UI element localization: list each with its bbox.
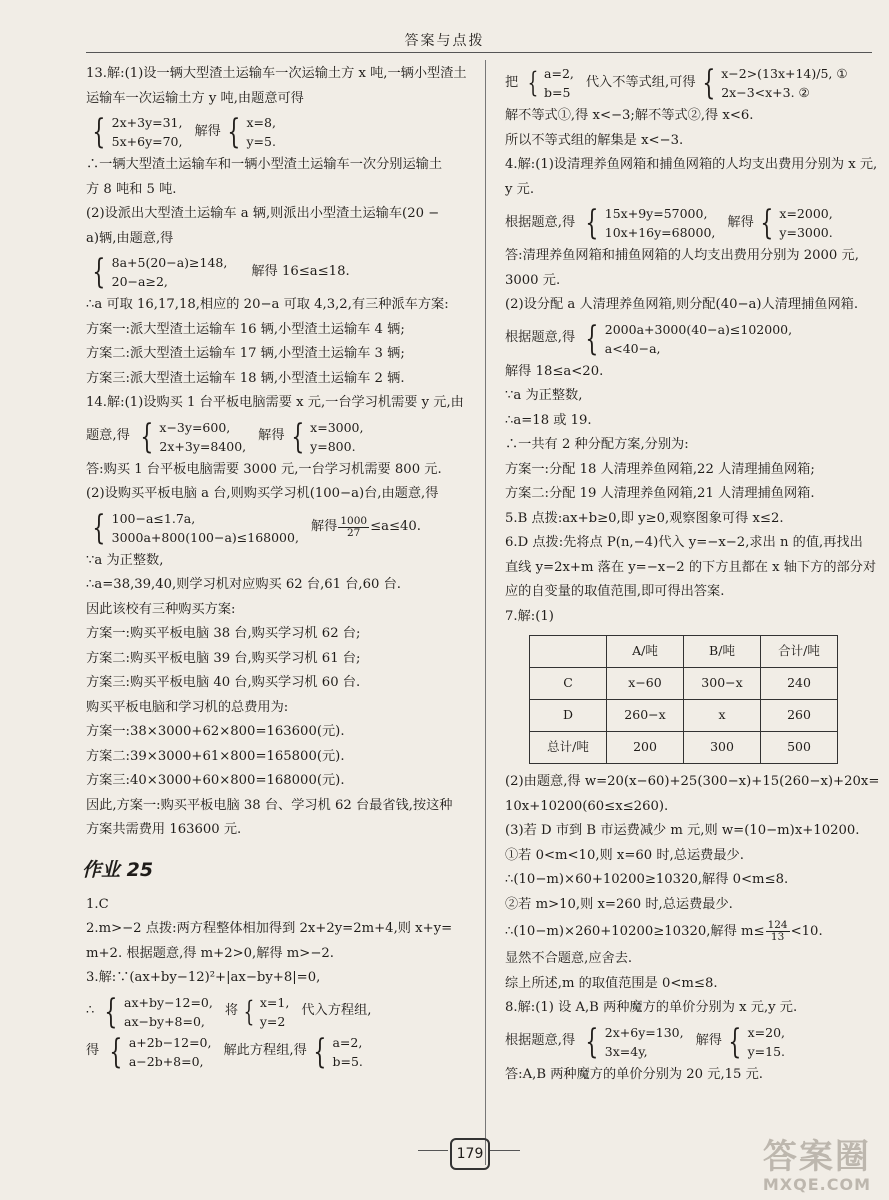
equation-system bbox=[86, 113, 478, 151]
table-cell: D bbox=[530, 700, 607, 732]
equation: y=2 bbox=[259, 1013, 286, 1029]
transport-table bbox=[529, 635, 838, 764]
answer-line: 应的自变量的取值范围,即可得出答案. bbox=[505, 584, 725, 599]
problem-14-line: 方案一:38×3000+62×800=163600(元). bbox=[86, 724, 345, 739]
equation: y=3000. bbox=[779, 225, 833, 240]
homework-section-title: 作业 25 bbox=[82, 858, 154, 881]
answer-line: 2.m>−2 点拨:两方程整体相加得到 2x+2y=2m+4,则 x+y= bbox=[86, 921, 453, 936]
system-prefix: 根据题意,得 bbox=[505, 1033, 576, 1049]
solve-text: 解此方程组,得 bbox=[223, 1043, 307, 1059]
table-header-cell bbox=[530, 636, 607, 668]
problem-4-line: 4.解:(1)设清理养鱼网箱和捕鱼网箱的人均支出费用分别为 x 元, bbox=[505, 157, 878, 172]
page-number: 179 bbox=[450, 1138, 490, 1170]
problem-14-line: 方案二:39×3000+61×800=165800(元). bbox=[86, 748, 345, 764]
site-watermark bbox=[763, 1138, 871, 1194]
problem-14-line: 因此,方案一:购买平板电脑 38 台、学习机 62 台最省钱,按这种 bbox=[86, 797, 453, 813]
table-row bbox=[530, 700, 838, 732]
equation-system bbox=[86, 1033, 478, 1071]
table-cell: 240 bbox=[761, 668, 838, 700]
problem-7-line: (3)若 D 市到 B 市运费减少 m 元,则 w=(10−m)x+10200. bbox=[505, 823, 860, 838]
equation: 2x+6y=130, bbox=[604, 1024, 684, 1040]
page-number-rule-left bbox=[418, 1150, 448, 1151]
fraction-numerator: 1000 bbox=[340, 515, 368, 527]
left-brace: { bbox=[585, 1021, 599, 1062]
left-brace: { bbox=[290, 416, 304, 457]
equation: x=8, bbox=[246, 115, 276, 130]
answer-line: 5.B 点拨:ax+b≥0,即 y≥0,观察图象可得 x≤2. bbox=[505, 510, 784, 526]
substitution-lines bbox=[544, 64, 574, 102]
system-prefix: 得 bbox=[86, 1043, 100, 1059]
page-header-title: 答案与点拨 bbox=[404, 33, 485, 49]
system-lines bbox=[159, 418, 246, 456]
system-lines bbox=[112, 113, 183, 151]
solve-text: <10. bbox=[790, 924, 823, 939]
system-lines bbox=[124, 993, 213, 1031]
equation: 2x+3y=31, bbox=[111, 115, 183, 130]
problem-7-line: (2)由题意,得 w=20(x−60)+25(300−x)+15(260−x)+20x= bbox=[505, 774, 880, 789]
problem-7-line bbox=[505, 917, 850, 947]
problem-7-line: ①若 0<m<10,则 x=60 时,总运费最少. bbox=[505, 847, 744, 863]
system-lines bbox=[605, 204, 716, 242]
equation: 5x+6y=70, bbox=[111, 134, 183, 149]
fraction-numerator: 124 bbox=[767, 919, 788, 931]
inequality: 8a+5(20−a)≥148, bbox=[111, 255, 228, 270]
table-cell: 总计/吨 bbox=[530, 732, 607, 764]
equation: a−2b+8=0, bbox=[128, 1053, 204, 1069]
solve-text: 代入方程组, bbox=[301, 1003, 372, 1019]
problem-4-line: ∴一共有 2 种分配方案,分别为: bbox=[505, 437, 689, 452]
problem-13-line: ∴一辆大型渣土运输车和一辆小型渣土运输车一次分别运输土 bbox=[86, 157, 443, 172]
answer-line: 解不等式①,得 x<−3;解不等式②,得 x<6. bbox=[505, 108, 754, 123]
answer-line: 直线 y=2x+m 落在 y=−x−2 的下方且都在 x 轴下方的部分对 bbox=[505, 559, 877, 575]
solve-text: 将 bbox=[224, 1003, 239, 1019]
solve-text: 解得 bbox=[310, 519, 338, 535]
fraction bbox=[766, 920, 790, 943]
table-cell: 200 bbox=[607, 732, 684, 764]
equation-system bbox=[505, 1023, 850, 1061]
left-brace: { bbox=[728, 1021, 742, 1062]
watermark-logo-text: 答案圈 bbox=[762, 1137, 871, 1177]
left-brace: { bbox=[527, 66, 539, 99]
table-header-cell: B/吨 bbox=[684, 636, 761, 668]
table-row bbox=[530, 668, 838, 700]
problem-13-line: 方 8 吨和 5 吨. bbox=[86, 181, 177, 197]
problem-14-line: ∴a=38,39,40,则学习机对应购买 62 台,61 台,60 台. bbox=[86, 577, 401, 592]
equation: a=2, bbox=[544, 66, 574, 81]
header-divider bbox=[86, 52, 872, 53]
table-cell: C bbox=[530, 668, 607, 700]
equation: x=2000, bbox=[779, 206, 833, 221]
system-lines bbox=[112, 509, 299, 547]
system-lines bbox=[112, 253, 228, 291]
system-prefix: 题意,得 bbox=[86, 428, 130, 444]
solve-text: ≤a≤40. bbox=[370, 519, 421, 535]
answer-line: 6.D 点拨:先将点 P(n,−4)代入 y=−x−2,求出 n 的值,再找出 bbox=[505, 535, 863, 550]
left-brace: { bbox=[585, 203, 599, 243]
inequality: 3000a+800(100−a)≤168000, bbox=[111, 529, 299, 545]
left-brace: { bbox=[92, 252, 106, 292]
left-column bbox=[82, 62, 478, 1073]
inequality: 20−a≥2, bbox=[111, 274, 168, 289]
fraction-denominator: 13 bbox=[770, 931, 785, 943]
problem-13-line: 运输车一次运输土方 y 吨,由题意可得 bbox=[86, 90, 304, 106]
solve-text: 解得 bbox=[695, 1033, 722, 1049]
solve-text: 解得 bbox=[194, 123, 221, 139]
equation: ax+by−12=0, bbox=[124, 994, 213, 1010]
system-prefix: 根据题意,得 bbox=[505, 214, 576, 230]
problem-14-line: 方案三:购买平板电脑 40 台,购买学习机 60 台. bbox=[86, 675, 361, 690]
equation: y=5. bbox=[246, 134, 276, 149]
problem-4-line: ∴a=18 或 19. bbox=[505, 412, 592, 428]
problem-4-line: 答:清理养鱼网箱和捕鱼网箱的人均支出费用分别为 2000 元, bbox=[505, 248, 859, 263]
solution-lines bbox=[332, 1033, 362, 1071]
problem-7-line: 显然不合题意,应舍去. bbox=[505, 951, 633, 966]
table-cell: x−60 bbox=[607, 668, 684, 700]
problem-14-line: 购买平板电脑和学习机的总费用为: bbox=[86, 699, 289, 715]
inequality: 2000a+3000(40−a)≤102000, bbox=[604, 321, 793, 337]
system-prefix: 根据题意,得 bbox=[505, 330, 576, 346]
problem-13-line: 方案三:派大型渣土运输车 18 辆,小型渣土运输车 2 辆. bbox=[86, 370, 405, 386]
solve-text: 解得 16≤a≤18. bbox=[251, 263, 350, 279]
left-brace: { bbox=[140, 416, 154, 457]
problem-7-line: 10x+10200(60≤x≤260). bbox=[505, 798, 669, 814]
left-brace: { bbox=[760, 203, 774, 243]
system-lines bbox=[605, 320, 792, 358]
answer-line: 7.解:(1) bbox=[505, 608, 554, 624]
answer-line: 1.C bbox=[86, 896, 109, 912]
solve-text: 代入不等式组,可得 bbox=[585, 74, 696, 90]
system-lines bbox=[605, 1023, 684, 1061]
problem-7-line: 综上所述,m 的取值范围是 0<m≤8. bbox=[505, 975, 718, 991]
equation: a=2, bbox=[332, 1034, 363, 1050]
problem-7-line: ②若 m>10,则 x=260 时,总运费最少. bbox=[505, 896, 733, 912]
equation: y=15. bbox=[747, 1043, 786, 1059]
system-lines bbox=[721, 64, 847, 102]
table-cell: 300 bbox=[684, 732, 761, 764]
problem-7-line: ∴(10−m)×60+10200≥10320,解得 0<m≤8. bbox=[505, 872, 789, 887]
left-brace: { bbox=[313, 1031, 327, 1072]
solution-lines bbox=[779, 204, 832, 242]
equation: 2x+3y=8400, bbox=[159, 438, 247, 454]
table-header-cell: A/吨 bbox=[607, 636, 684, 668]
solution-lines bbox=[310, 418, 363, 456]
problem-14-line: 答:购买 1 台平板电脑需要 3000 元,一台学习机需要 800 元. bbox=[86, 461, 442, 477]
table-cell: x bbox=[684, 700, 761, 732]
table-row bbox=[530, 732, 838, 764]
problem-14-line: (2)设购买平板电脑 a 台,则购买学习机(100−a)台,由题意,得 bbox=[86, 486, 439, 501]
problem-14-line: 因此该校有三种购买方案: bbox=[86, 601, 236, 617]
solution-lines bbox=[748, 1023, 785, 1061]
system-prefix: 把 bbox=[505, 74, 519, 90]
solution-lines bbox=[247, 113, 276, 151]
equation: b=5. bbox=[332, 1053, 363, 1069]
left-brace: { bbox=[243, 994, 255, 1028]
inequality: x−2>(13x+14)/5, ① bbox=[721, 66, 848, 81]
left-brace: { bbox=[104, 991, 118, 1032]
right-column bbox=[505, 62, 880, 1087]
table-cell: 260 bbox=[761, 700, 838, 732]
solve-text: ∴(10−m)×260+10200≥10320,解得 m≤ bbox=[505, 924, 765, 939]
equation: 15x+9y=57000, bbox=[604, 206, 708, 221]
problem-4-line: 3000 元. bbox=[505, 272, 561, 288]
inequality: 100−a≤1.7a, bbox=[111, 510, 196, 526]
problem-14-line: 方案三:40×3000+60×800=168000(元). bbox=[86, 773, 345, 788]
problem-4-line: (2)设分配 a 人清理养鱼网箱,则分配(40−a)人清理捕鱼网箱. bbox=[505, 297, 859, 312]
problem-14-line: 方案二:购买平板电脑 39 台,购买学习机 61 台; bbox=[86, 650, 361, 666]
inequality-system bbox=[86, 509, 478, 547]
table-header-row bbox=[530, 636, 838, 668]
substitution-lines bbox=[260, 993, 289, 1031]
problem-13-line: 方案一:派大型渣土运输车 16 辆,小型渣土运输车 4 辆; bbox=[86, 321, 405, 337]
problem-4-line: 解得 18≤a<20. bbox=[505, 363, 604, 379]
problem-14-line: 方案一:购买平板电脑 38 台,购买学习机 62 台; bbox=[86, 626, 361, 641]
system-prefix: ∴ bbox=[86, 1003, 95, 1019]
inequality-system bbox=[505, 64, 850, 102]
problem-14-line: 方案共需费用 163600 元. bbox=[86, 822, 242, 837]
answer-line: 3.解:∵(ax+by−12)²+|ax−by+8|=0, bbox=[86, 970, 321, 985]
fraction bbox=[338, 516, 369, 539]
equation-system bbox=[86, 993, 478, 1031]
table-cell: 300−x bbox=[684, 668, 761, 700]
left-brace: { bbox=[109, 1031, 123, 1072]
equation-system bbox=[505, 204, 850, 242]
problem-4-line: 方案二:分配 19 人清理养鱼网箱,21 人清理捕鱼网箱. bbox=[505, 486, 815, 501]
problem-13-line: 方案二:派大型渣土运输车 17 辆,小型渣土运输车 3 辆; bbox=[86, 346, 405, 361]
inequality-system bbox=[505, 320, 850, 358]
equation: x=3000, bbox=[310, 419, 364, 435]
answer-line: 所以不等式组的解集是 x<−3. bbox=[505, 132, 684, 148]
left-brace: { bbox=[227, 112, 241, 152]
left-brace: { bbox=[92, 507, 106, 548]
column-divider bbox=[485, 60, 486, 1165]
equation: 10x+16y=68000, bbox=[604, 225, 716, 240]
watermark-url: MXQE.COM bbox=[762, 1175, 871, 1194]
problem-14-line: 14.解:(1)设购买 1 台平板电脑需要 x 元,一台学习机需要 y 元,由 bbox=[86, 395, 464, 410]
problem-13-line: ∴a 可取 16,17,18,相应的 20−a 可取 4,3,2,有三种派车方案: bbox=[86, 297, 449, 312]
page-number-rule-right bbox=[490, 1150, 520, 1151]
equation: ax−by+8=0, bbox=[124, 1013, 205, 1029]
equation: x=1, bbox=[259, 994, 290, 1010]
equation: x−3y=600, bbox=[159, 419, 231, 435]
table-cell: 260−x bbox=[607, 700, 684, 732]
fraction-denominator: 27 bbox=[347, 527, 361, 539]
left-brace: { bbox=[92, 112, 106, 152]
equation: b=5 bbox=[544, 85, 571, 100]
answer-line: m+2. 根据题意,得 m+2>0,解得 m>−2. bbox=[86, 945, 334, 961]
solve-text: 解得 bbox=[727, 214, 754, 230]
problem-14-line: ∵a 为正整数, bbox=[86, 552, 164, 568]
equation: x=20, bbox=[747, 1024, 785, 1040]
table-header-cell: 合计/吨 bbox=[761, 636, 838, 668]
problem-13-line: 13.解:(1)设一辆大型渣土运输车一次运输土方 x 吨,一辆小型渣土 bbox=[86, 66, 467, 81]
problem-4-line: y 元. bbox=[505, 181, 535, 197]
equation: a+2b−12=0, bbox=[128, 1034, 212, 1050]
equation: y=800. bbox=[310, 438, 356, 454]
problem-8-line: 8.解:(1) 设 A,B 两种魔方的单价分别为 x 元,y 元. bbox=[505, 1000, 798, 1015]
left-brace: { bbox=[701, 63, 715, 103]
equation: 3x=4y, bbox=[604, 1043, 648, 1059]
inequality-system bbox=[86, 253, 478, 291]
equation-system bbox=[86, 418, 478, 456]
problem-13-line: a)辆,由题意,得 bbox=[86, 230, 174, 246]
problem-4-line: 方案一:分配 18 人清理养鱼网箱,22 人清理捕鱼网箱; bbox=[505, 461, 815, 477]
left-brace: { bbox=[585, 318, 599, 359]
solve-text: 解得 bbox=[258, 428, 285, 444]
inequality: a<40−a, bbox=[604, 340, 661, 356]
inequality: 2x−3<x+3. ② bbox=[721, 85, 810, 100]
problem-8-line: 答:A,B 两种魔方的单价分别为 20 元,15 元. bbox=[505, 1066, 763, 1082]
problem-4-line: ∵a 为正整数, bbox=[505, 388, 583, 403]
problem-13-line: (2)设派出大型渣土运输车 a 辆,则派出小型渣土运输车(20 − bbox=[86, 206, 440, 221]
system-lines bbox=[129, 1033, 212, 1071]
table-cell: 500 bbox=[761, 732, 838, 764]
